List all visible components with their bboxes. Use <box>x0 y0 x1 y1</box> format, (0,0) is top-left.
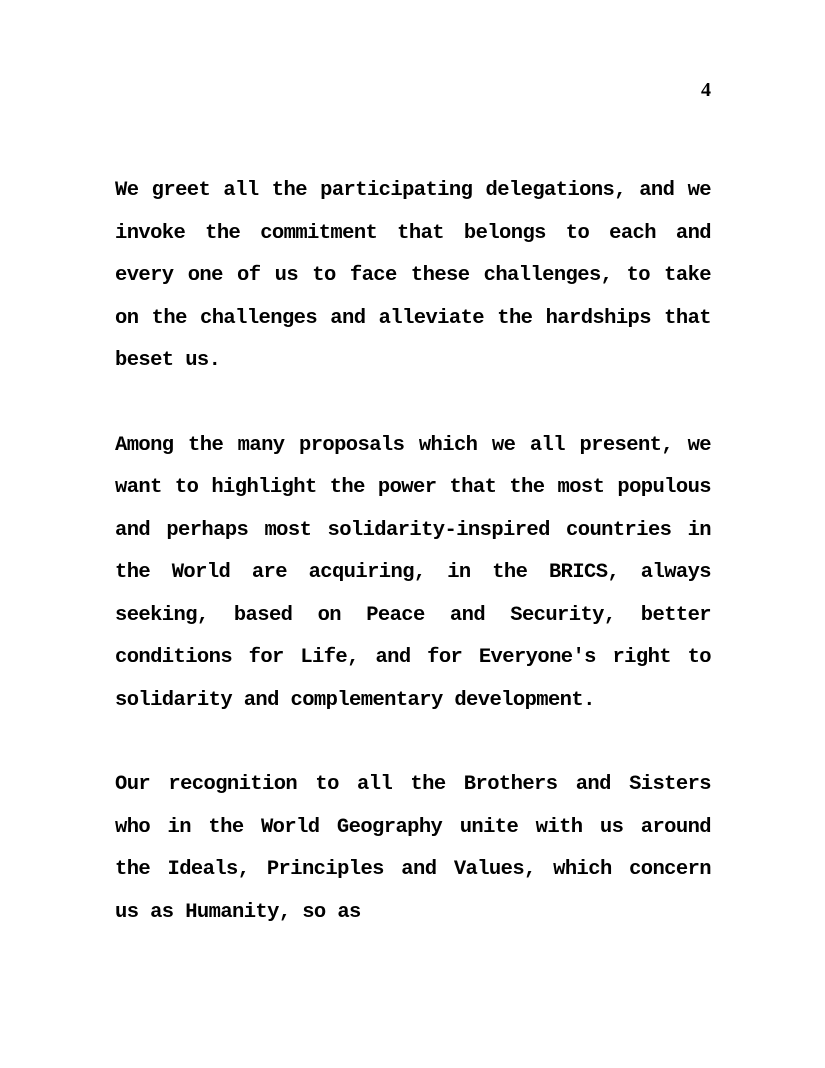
document-body <box>115 170 711 976</box>
page-number: 4 <box>701 79 711 101</box>
paragraph-recognition: Our recognition to all the Brothers and Sisters who in the World Geography unite with us around the Ideals, Principles and Values, which concern us as Humanity, so as <box>115 773 711 924</box>
paragraph-brics-proposals: Among the many proposals which we all present, we want to highlight the power that the most populous and perhaps most solidarity-inspired countries in the World are acquiring, in the BRICS, always seeking, based on Peace and Security, better conditions for Life, and for Everyone's right to solidarity and complementary development. <box>115 433 711 712</box>
paragraph-greeting: We greet all the participating delegations, and we invoke the commitment that belongs to each and every one of us to face these challenges, to take on the challenges and alleviate the hardships that beset us. <box>115 179 711 372</box>
